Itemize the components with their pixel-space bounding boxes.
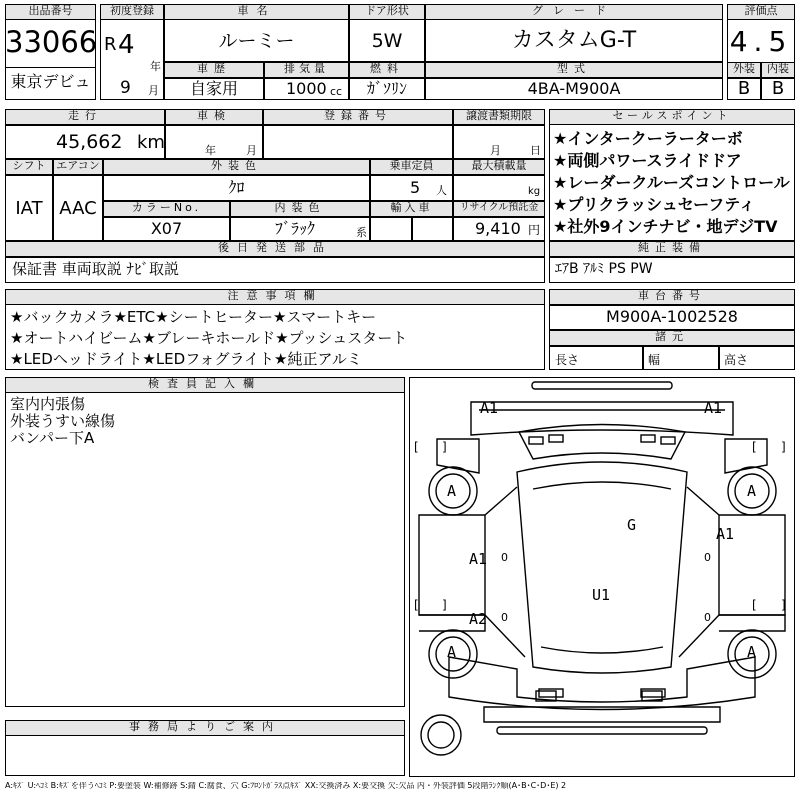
bracket-mark: [ [752, 440, 757, 454]
damage-mark: A1 [480, 399, 499, 417]
dims-label: 諸元 [549, 330, 795, 346]
history-label: 車歴 [164, 62, 264, 78]
width-label: 幅 [648, 353, 661, 367]
selling-item: ★レーダークルーズコントロール [553, 173, 790, 192]
caution-line: ★オートハイビーム★ブレーキホールド★プッシュスタート [10, 329, 408, 347]
recycle-unit: 円 [528, 223, 541, 237]
disp-value: 1000 [286, 79, 327, 98]
caution-list [10, 307, 407, 370]
grille-cell [549, 435, 563, 442]
inspector-line: 外装うすい線傷 [10, 412, 116, 430]
import-label: 輸入車 [370, 201, 453, 217]
damage-mark: A1 [704, 399, 723, 417]
small-mark: 0 [501, 551, 508, 564]
fuel-value: ｶﾞｿﾘﾝ [366, 79, 407, 98]
hood-outline [471, 399, 733, 435]
doors-label: ドア形状 [349, 4, 425, 20]
first-reg-year-unit: 年 [150, 60, 161, 73]
cabin-outline [517, 462, 687, 673]
color-value: ｸﾛ [228, 178, 245, 197]
front-bumper-top [532, 382, 672, 389]
damage-mark: A [747, 643, 757, 661]
damage-mark: A2 [469, 610, 488, 628]
small-mark: 0 [704, 551, 711, 564]
grade-label: グレード [425, 4, 723, 20]
interior-unit: 系 [356, 226, 367, 239]
std-equip-label: 純正装備 [549, 241, 795, 257]
caution-line: ★LEDヘッドライト★LEDフォグライト★純正アルミ [10, 350, 362, 368]
first-reg-label: 初度登録 [100, 4, 164, 20]
later-parts-value: 保証書 車両取説 ﾅﾋﾞ取説 [12, 260, 180, 278]
car-name: ルーミー [218, 30, 295, 52]
score-value: 4.5 [729, 25, 793, 58]
name-label: 車名 [164, 4, 349, 20]
bracket-mark: ] [781, 598, 786, 612]
selling-item: ★社外9インチナビ・地デジTV [553, 217, 778, 236]
inspector-label: 検査員記入欄 [5, 377, 405, 393]
model-value: 4BA-M900A [527, 79, 621, 98]
roof-rear [541, 647, 663, 653]
capacity-unit: 人 [436, 184, 447, 197]
selling-label: セールスポイント [549, 109, 795, 125]
rear-plate [497, 727, 707, 734]
damage-mark: A1 [716, 525, 735, 543]
model-label: 型式 [425, 62, 723, 78]
inspection-year-unit: 年 [205, 144, 216, 157]
length-label: 長さ [555, 353, 580, 367]
score-label: 評価点 [727, 4, 795, 20]
first-reg-era: R [104, 34, 117, 55]
chassis-value: M900A-1002528 [606, 307, 738, 326]
car-diagram [409, 377, 795, 777]
ext-label: 外装 [727, 62, 761, 78]
inspection-label: 車検 [165, 109, 263, 125]
first-reg-month-unit: 月 [148, 84, 159, 97]
spare-tire [421, 715, 461, 755]
capacity-value: 5 [410, 178, 421, 197]
height-label: 高さ [724, 353, 749, 367]
caution-label: 注意事項欄 [5, 289, 545, 305]
selling-item: ★両側パワースライドドア [553, 151, 742, 170]
doors-value: 5W [371, 30, 403, 52]
damage-mark: A [447, 643, 457, 661]
disp-unit: cc [330, 85, 343, 98]
right-rear-door [719, 615, 785, 631]
damage-mark: A [447, 482, 457, 500]
selling-list [553, 128, 790, 238]
recycle-value: 9,410 [475, 219, 521, 238]
inspection-month-unit: 月 [246, 144, 257, 157]
inspector-notes [10, 396, 115, 447]
inspector-line: 室内内張傷 [10, 395, 86, 413]
plate-label: 登録番号 [263, 109, 453, 125]
first-reg-year: 4 [118, 30, 135, 60]
grade-value: カスタムG-T [511, 28, 637, 53]
lot-number: 33066 [5, 25, 98, 59]
mileage-label: 走行 [5, 109, 165, 125]
color-no-value: X07 [150, 219, 183, 238]
ac-label: エアコン [53, 159, 103, 175]
bracket-mark: [ [414, 440, 419, 454]
rear-section [449, 657, 755, 710]
transfer-label: 譲渡書類期限 [453, 109, 545, 125]
mileage-value: 45,662 [56, 131, 123, 153]
selling-item: ★プリクラッシュセーフティ [553, 195, 756, 214]
int-value: B [771, 78, 785, 99]
disp-label: 排気量 [264, 62, 349, 78]
capacity-label: 乗車定員 [370, 159, 453, 175]
grille-cell [641, 435, 655, 442]
plate-cell [263, 125, 453, 159]
int-label: 内装 [761, 62, 795, 78]
bracket-mark: [ [752, 598, 757, 612]
taillight-left [539, 689, 563, 697]
import-cell-b [412, 217, 453, 241]
shift-value: IAT [15, 198, 43, 219]
interior-label: 内装色 [230, 201, 370, 217]
damage-mark: A [747, 482, 757, 500]
color-no-label: カラーNo. [103, 201, 230, 217]
inspector-line: バンパー下A [10, 429, 95, 447]
first-reg-month: 9 [120, 78, 131, 98]
load-unit: kg [528, 186, 541, 197]
load-label: 最大積載量 [453, 159, 545, 175]
ext-value: B [737, 78, 751, 99]
caution-line: ★バックカメラ★ETC★シートヒーター★スマートキー [10, 308, 377, 326]
debut-text: 東京デビュ [10, 72, 91, 91]
lot-label: 出品番号 [5, 4, 96, 20]
import-cell-a [370, 217, 412, 241]
shift-label: シフト [5, 159, 53, 175]
later-parts-label: 後日発送部品 [5, 241, 545, 257]
selling-item: ★インタークーラーターボ [553, 129, 743, 148]
history-value: 自家用 [189, 79, 238, 98]
grille-cell [529, 437, 543, 444]
transfer-day-unit: 日 [530, 144, 541, 157]
bracket-mark: ] [781, 440, 786, 454]
notice-label: 事務局よりご案内 [5, 720, 405, 736]
color-label: 外装色 [103, 159, 370, 175]
damage-mark: U1 [592, 586, 611, 604]
grille-cell [661, 437, 675, 444]
transfer-month-unit: 月 [490, 144, 501, 157]
bracket-mark: ] [442, 440, 447, 454]
damage-mark: A1 [469, 550, 488, 568]
bracket-mark: ] [442, 598, 447, 612]
small-mark: 0 [704, 611, 711, 624]
small-mark: 0 [501, 611, 508, 624]
mileage-unit: km [137, 132, 165, 153]
ac-value: AAC [59, 198, 97, 219]
spare-tire-inner [428, 722, 454, 748]
fuel-label: 燃料 [349, 62, 425, 78]
damage-mark: G [627, 516, 637, 534]
legend-text: A:ｷｽﾞ U:ﾍｺﾐ B:ｷｽﾞを伴うﾍｺﾐ P:要塗装 W:補修跡 S:錆 C:腐食、穴 G:ﾌﾛﾝﾄｶﾞﾗｽ点ｷｽﾞ XX:交換済み X:要交換 欠:欠品 内・外装評価 5段階ﾗﾝｸ順(A･B･C･D･E) 2 [5, 782, 567, 790]
recycle-label: リサイクル預託金 [453, 201, 545, 217]
std-equip-value: ｴｱB ｱﾙﾐ PS PW [555, 261, 653, 277]
interior-value: ﾌﾞﾗｯｸ [274, 219, 315, 238]
bracket-mark: [ [414, 598, 419, 612]
roof-front [533, 482, 671, 489]
chassis-label: 車台番号 [549, 289, 795, 305]
